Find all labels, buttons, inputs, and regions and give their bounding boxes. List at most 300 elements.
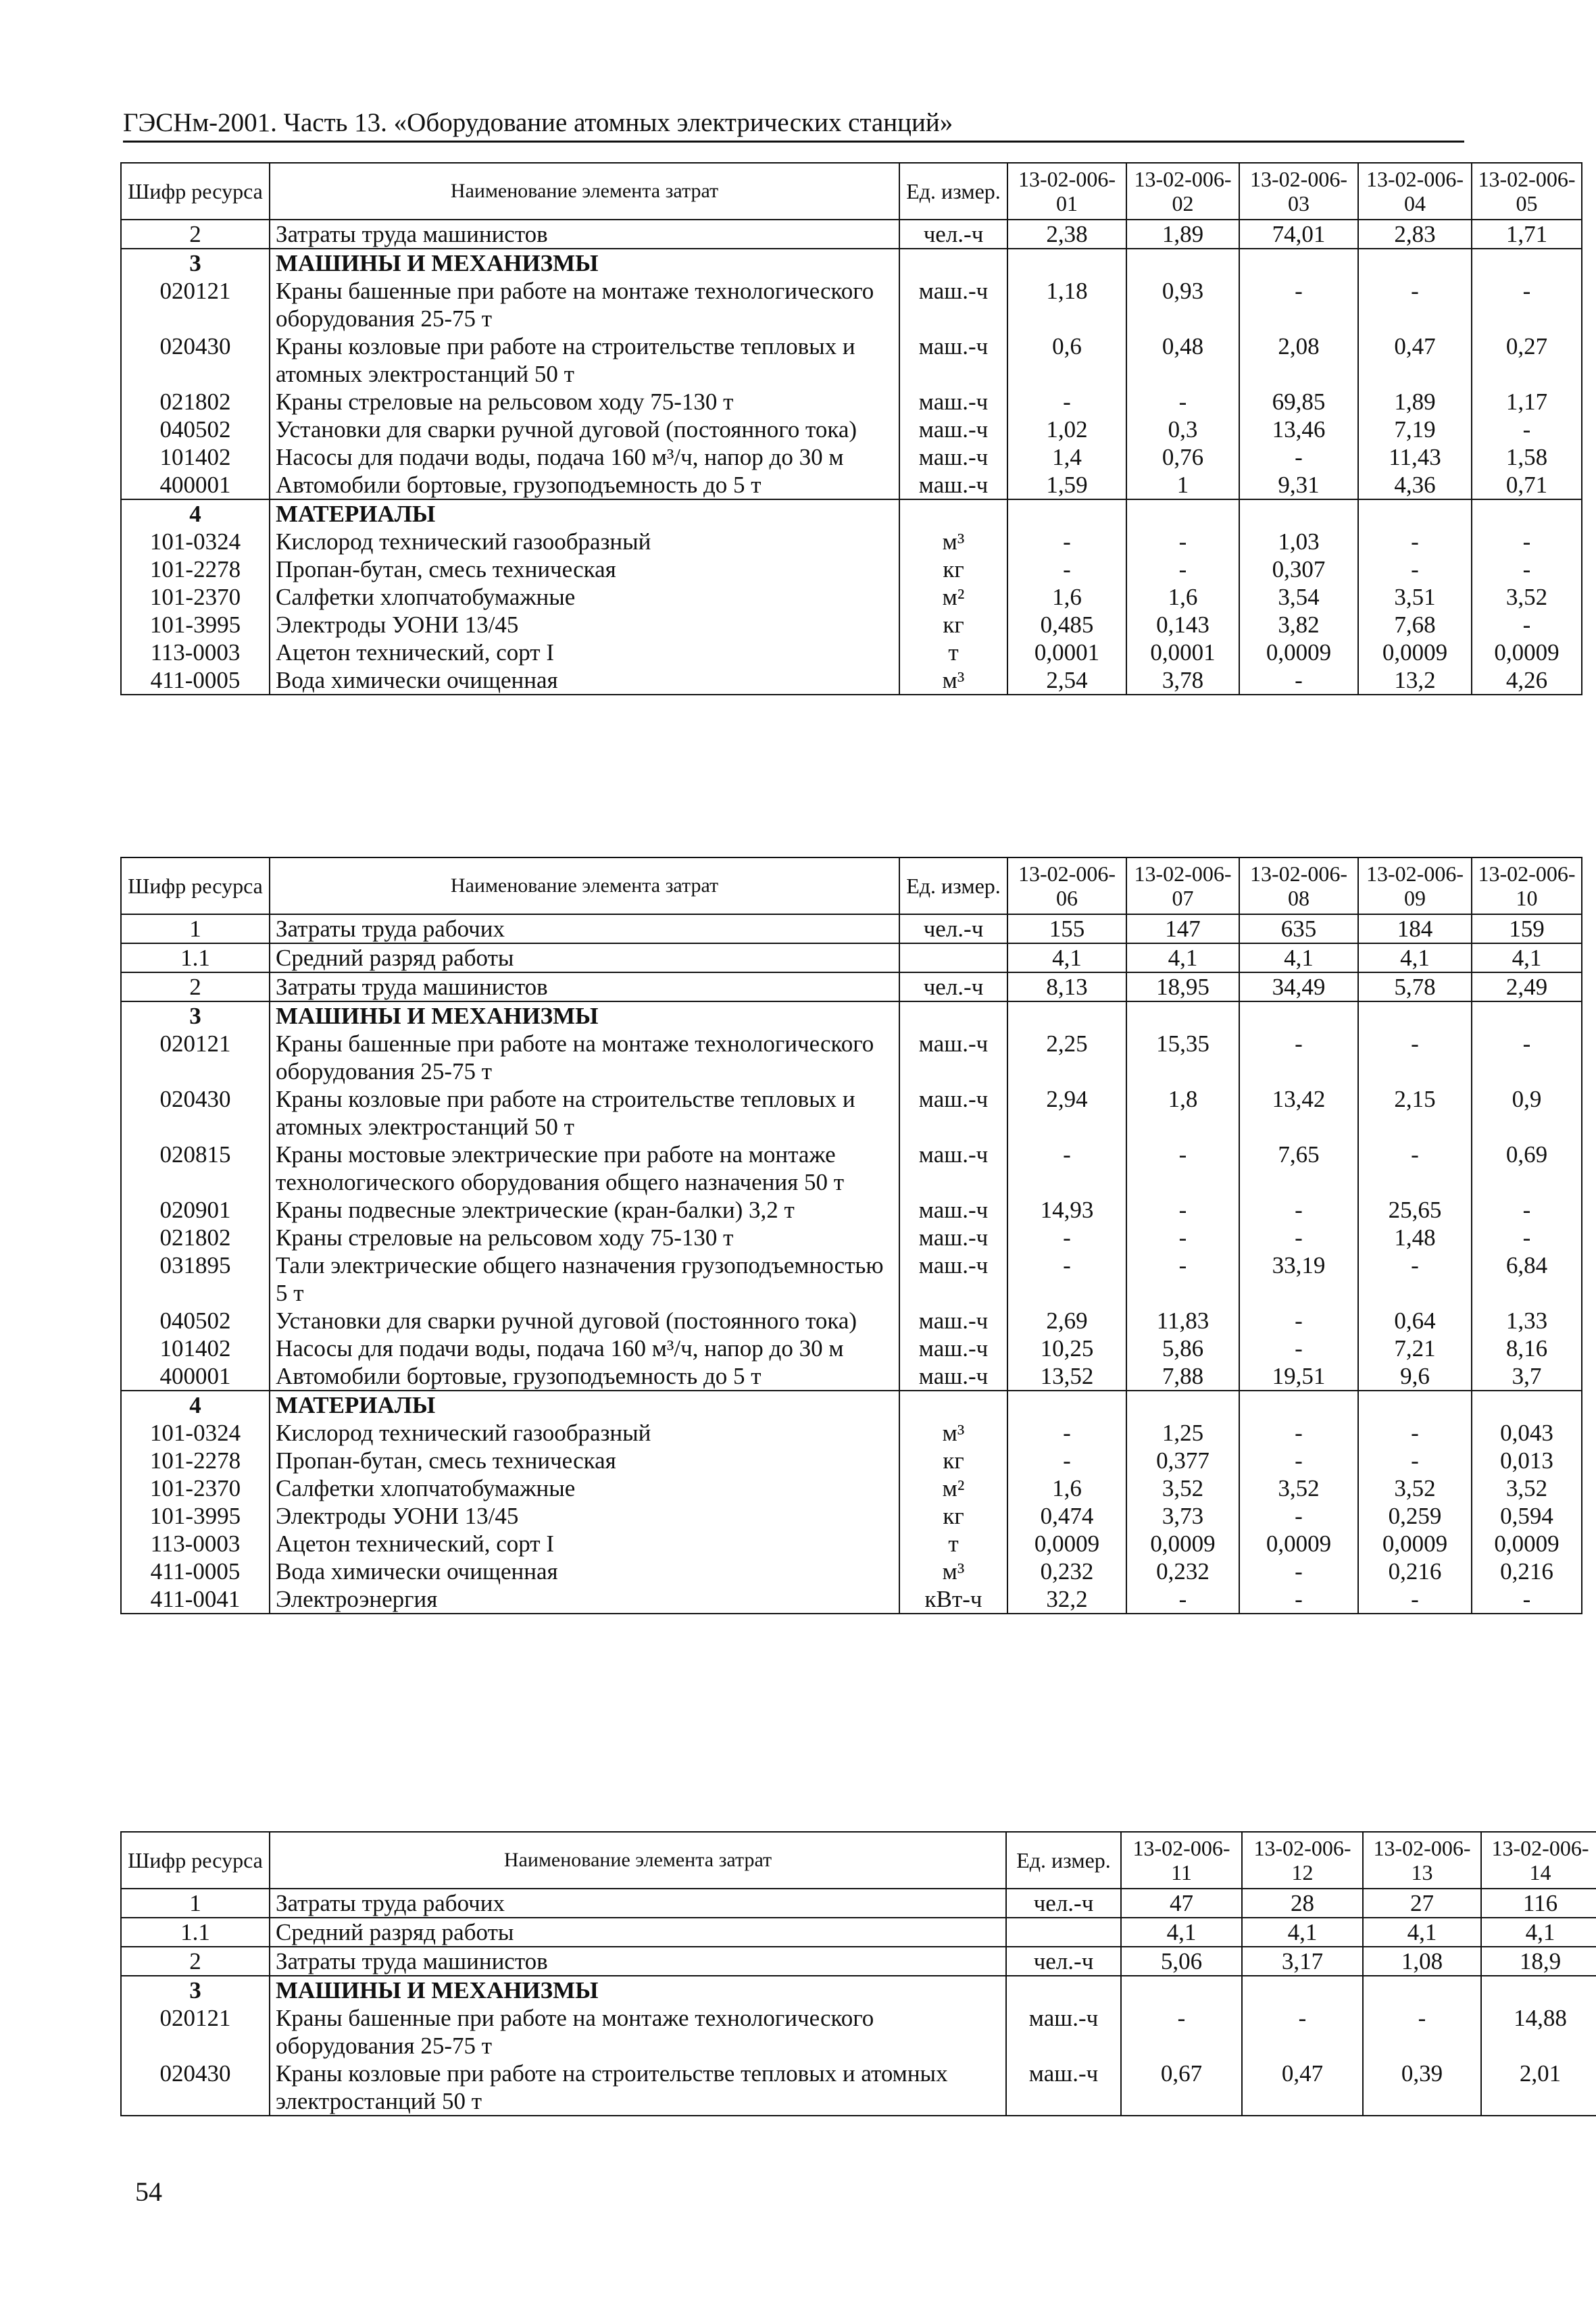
- unit-of-measure: кг: [899, 1447, 1007, 1474]
- norm-value: 74,01: [1239, 220, 1358, 249]
- norm-value: 0,232: [1126, 1558, 1239, 1585]
- header-name: Наименование элемента затрат: [270, 163, 899, 220]
- unit-of-measure: м²: [899, 583, 1007, 611]
- norm-value: 1,33: [1472, 1307, 1582, 1335]
- resource-code: 020121: [121, 1030, 270, 1085]
- norm-value: 0,0009: [1126, 1530, 1239, 1558]
- norm-value: 1,08: [1363, 1947, 1481, 1976]
- section-row: [121, 1976, 1596, 2004]
- norm-value: 0,27: [1472, 332, 1582, 388]
- section-row: [121, 249, 1582, 277]
- norm-value: 0,64: [1358, 1307, 1472, 1335]
- norm-value: 2,54: [1007, 666, 1126, 695]
- table-row: [121, 1558, 1582, 1585]
- cost-element-name: Краны стреловые на рельсовом ходу 75-130 т: [270, 1224, 899, 1251]
- unit-of-measure: маш.-ч: [899, 1030, 1007, 1085]
- unit-of-measure: маш.-ч: [899, 1251, 1007, 1307]
- norm-value: 13,46: [1239, 416, 1358, 443]
- norm-value: -: [1126, 1251, 1239, 1307]
- cost-element-name: Краны козловые при работе на строительстве тепловых и атомных электростанций 50 т: [270, 2060, 1006, 2116]
- unit-of-measure: м³: [899, 666, 1007, 695]
- table-row: [121, 220, 1582, 249]
- header-norm-code: 13-02-006-12: [1242, 1832, 1363, 1889]
- resource-code: 101402: [121, 1335, 270, 1362]
- norm-value: -: [1472, 528, 1582, 555]
- cost-element-name: Затраты труда машинистов: [270, 972, 899, 1001]
- unit-of-measure: чел.-ч: [899, 914, 1007, 943]
- norm-value: 19,51: [1239, 1362, 1358, 1391]
- resource-table-3: [120, 1831, 1596, 2116]
- cost-element-name: Ацетон технический, сорт I: [270, 1530, 899, 1558]
- norm-value: 0,043: [1472, 1419, 1582, 1447]
- norm-value: 3,7: [1472, 1362, 1582, 1391]
- norm-value: 0,69: [1472, 1141, 1582, 1196]
- norm-value: [1126, 1001, 1239, 1030]
- resource-code: 2: [121, 1947, 270, 1976]
- norm-value: 0,143: [1126, 611, 1239, 639]
- norm-value: 7,68: [1358, 611, 1472, 639]
- norm-value: 0,0009: [1358, 1530, 1472, 1558]
- resource-code: 101-0324: [121, 1419, 270, 1447]
- unit-of-measure: чел.-ч: [899, 220, 1007, 249]
- section-row: [121, 1391, 1582, 1419]
- norm-value: 4,1: [1358, 943, 1472, 972]
- norm-value: [1239, 1391, 1358, 1419]
- cost-element-name: Электроды УОНИ 13/45: [270, 1502, 899, 1530]
- cost-element-name: Установки для сварки ручной дуговой (постоянного тока): [270, 416, 899, 443]
- norm-value: 33,19: [1239, 1251, 1358, 1307]
- cost-element-name: МАТЕРИАЛЫ: [270, 1391, 899, 1419]
- norm-value: 3,52: [1126, 1474, 1239, 1502]
- cost-element-name: МАТЕРИАЛЫ: [270, 499, 899, 528]
- norm-value: 0,0009: [1358, 639, 1472, 666]
- norm-value: 0,0009: [1472, 639, 1582, 666]
- header-norm-code: 13-02-006-14: [1481, 1832, 1596, 1889]
- norm-value: 1,89: [1126, 220, 1239, 249]
- norm-value: 3,17: [1242, 1947, 1363, 1976]
- norm-value: 3,52: [1239, 1474, 1358, 1502]
- norm-value: -: [1126, 555, 1239, 583]
- header-norm-code: 13-02-006-09: [1358, 857, 1472, 914]
- resource-table-1: [120, 162, 1582, 695]
- header-norm-code: 13-02-006-03: [1239, 163, 1358, 220]
- norm-value: -: [1126, 1141, 1239, 1196]
- resource-code: 101-0324: [121, 528, 270, 555]
- norm-value: 13,52: [1007, 1362, 1126, 1391]
- norm-value: 0,013: [1472, 1447, 1582, 1474]
- table-header-row: [121, 1832, 1596, 1889]
- unit-of-measure: м²: [899, 1474, 1007, 1502]
- resource-code: 020430: [121, 1085, 270, 1141]
- norm-value: 4,36: [1358, 471, 1472, 499]
- norm-value: -: [1358, 1251, 1472, 1307]
- cost-element-name: Насосы для подачи воды, подача 160 м³/ч, напор до 30 м: [270, 1335, 899, 1362]
- table-row: [121, 1947, 1596, 1976]
- resource-code: 040502: [121, 416, 270, 443]
- norm-value: 4,1: [1239, 943, 1358, 972]
- table-header-row: [121, 163, 1582, 220]
- table-row: [121, 1585, 1582, 1614]
- norm-value: -: [1239, 1419, 1358, 1447]
- cost-element-name: Краны мостовые электрические при работе на монтаже технологического оборудования общего назначения 50 т: [270, 1141, 899, 1196]
- norm-value: 1,6: [1007, 1474, 1126, 1502]
- norm-value: 4,1: [1363, 1918, 1481, 1947]
- table-row: [121, 972, 1582, 1001]
- unit-of-measure: чел.-ч: [1006, 1889, 1121, 1918]
- norm-value: -: [1239, 666, 1358, 695]
- header-name: Наименование элемента затрат: [270, 1832, 1006, 1889]
- norm-value: [1126, 249, 1239, 277]
- norm-value: 155: [1007, 914, 1126, 943]
- norm-value: 0,307: [1239, 555, 1358, 583]
- resource-code: 1: [121, 914, 270, 943]
- norm-value: 2,08: [1239, 332, 1358, 388]
- norm-value: 0,3: [1126, 416, 1239, 443]
- norm-value: 1,18: [1007, 277, 1126, 332]
- cost-element-name: Электроды УОНИ 13/45: [270, 611, 899, 639]
- norm-value: 4,1: [1126, 943, 1239, 972]
- norm-value: -: [1007, 388, 1126, 416]
- table-row: [121, 1335, 1582, 1362]
- resource-table-2: [120, 857, 1582, 1614]
- norm-value: -: [1472, 1196, 1582, 1224]
- norm-value: 7,21: [1358, 1335, 1472, 1362]
- norm-value: [1007, 249, 1126, 277]
- cost-element-name: Автомобили бортовые, грузоподъемность до 5 т: [270, 1362, 899, 1391]
- unit-of-measure: т: [899, 639, 1007, 666]
- resource-code: 101-3995: [121, 1502, 270, 1530]
- cost-element-name: МАШИНЫ И МЕХАНИЗМЫ: [270, 1976, 1006, 2004]
- norm-value: 3,78: [1126, 666, 1239, 695]
- norm-value: -: [1358, 1419, 1472, 1447]
- table-row: [121, 2060, 1596, 2116]
- norm-value: 0,0009: [1472, 1530, 1582, 1558]
- unit-of-measure: маш.-ч: [899, 1335, 1007, 1362]
- resource-code: 020121: [121, 2004, 270, 2060]
- unit-of-measure: кг: [899, 611, 1007, 639]
- table-row: [121, 1362, 1582, 1391]
- resource-code: 4: [121, 1391, 270, 1419]
- cost-element-name: Краны подвесные электрические (кран-балки) 3,2 т: [270, 1196, 899, 1224]
- unit-of-measure: маш.-ч: [899, 332, 1007, 388]
- norm-value: 1,48: [1358, 1224, 1472, 1251]
- norm-value: 159: [1472, 914, 1582, 943]
- resource-code: 031895: [121, 1251, 270, 1307]
- norm-value: -: [1472, 416, 1582, 443]
- norm-value: 3,52: [1358, 1474, 1472, 1502]
- norm-value: -: [1239, 1558, 1358, 1585]
- norm-value: 7,19: [1358, 416, 1472, 443]
- norm-value: -: [1126, 1224, 1239, 1251]
- norm-value: [1472, 249, 1582, 277]
- norm-value: 69,85: [1239, 388, 1358, 416]
- unit-of-measure: [899, 499, 1007, 528]
- norm-value: 0,67: [1121, 2060, 1242, 2116]
- page-number: 54: [135, 2176, 162, 2207]
- table-row: [121, 639, 1582, 666]
- resource-code: 3: [121, 249, 270, 277]
- table-row: [121, 611, 1582, 639]
- unit-of-measure: [899, 943, 1007, 972]
- norm-value: 147: [1126, 914, 1239, 943]
- unit-of-measure: маш.-ч: [899, 471, 1007, 499]
- resource-code: 2: [121, 220, 270, 249]
- header-norm-code: 13-02-006-06: [1007, 857, 1126, 914]
- norm-value: 2,94: [1007, 1085, 1126, 1141]
- norm-value: 11,83: [1126, 1307, 1239, 1335]
- norm-value: 3,52: [1472, 1474, 1582, 1502]
- norm-value: 0,76: [1126, 443, 1239, 471]
- norm-value: [1126, 1391, 1239, 1419]
- norm-value: 32,2: [1007, 1585, 1126, 1614]
- table-row: [121, 528, 1582, 555]
- unit-of-measure: маш.-ч: [899, 1085, 1007, 1141]
- norm-value: 47: [1121, 1889, 1242, 1918]
- norm-value: 1: [1126, 471, 1239, 499]
- norm-value: -: [1242, 2004, 1363, 2060]
- norm-value: 1,4: [1007, 443, 1126, 471]
- norm-value: -: [1472, 1585, 1582, 1614]
- cost-element-name: Средний разряд работы: [270, 943, 899, 972]
- cost-element-name: Вода химически очищенная: [270, 666, 899, 695]
- norm-value: [1121, 1976, 1242, 2004]
- table-row: [121, 914, 1582, 943]
- norm-value: 0,594: [1472, 1502, 1582, 1530]
- norm-value: 635: [1239, 914, 1358, 943]
- norm-value: [1472, 1001, 1582, 1030]
- norm-value: -: [1007, 1447, 1126, 1474]
- norm-value: -: [1007, 1251, 1126, 1307]
- table-row: [121, 1224, 1582, 1251]
- cost-element-name: Салфетки хлопчатобумажные: [270, 1474, 899, 1502]
- norm-value: [1472, 499, 1582, 528]
- norm-value: -: [1239, 1447, 1358, 1474]
- norm-value: [1358, 1391, 1472, 1419]
- table-header-row: [121, 857, 1582, 914]
- norm-value: 0,48: [1126, 332, 1239, 388]
- norm-value: [1007, 499, 1126, 528]
- table-row: [121, 583, 1582, 611]
- norm-value: 0,93: [1126, 277, 1239, 332]
- resource-code: 1: [121, 1889, 270, 1918]
- table-row: [121, 1447, 1582, 1474]
- unit-of-measure: маш.-ч: [899, 1196, 1007, 1224]
- table-row: [121, 1251, 1582, 1307]
- norm-value: 28: [1242, 1889, 1363, 1918]
- norm-value: -: [1239, 1030, 1358, 1085]
- norm-value: 0,474: [1007, 1502, 1126, 1530]
- unit-of-measure: маш.-ч: [899, 277, 1007, 332]
- unit-of-measure: кг: [899, 1502, 1007, 1530]
- norm-value: 5,06: [1121, 1947, 1242, 1976]
- table-row: [121, 555, 1582, 583]
- resource-code: 020430: [121, 332, 270, 388]
- norm-value: [1358, 249, 1472, 277]
- unit-of-measure: маш.-ч: [899, 1307, 1007, 1335]
- norm-value: -: [1007, 1141, 1126, 1196]
- norm-value: -: [1121, 2004, 1242, 2060]
- norm-value: 7,65: [1239, 1141, 1358, 1196]
- norm-value: -: [1239, 1196, 1358, 1224]
- resource-code: 3: [121, 1976, 270, 2004]
- norm-value: 116: [1481, 1889, 1596, 1918]
- resource-code: 2: [121, 972, 270, 1001]
- section-row: [121, 1001, 1582, 1030]
- table-row: [121, 1141, 1582, 1196]
- norm-value: -: [1007, 555, 1126, 583]
- norm-value: -: [1239, 1502, 1358, 1530]
- norm-value: [1472, 1391, 1582, 1419]
- norm-value: -: [1363, 2004, 1481, 2060]
- cost-element-name: Электроэнергия: [270, 1585, 899, 1614]
- table-row: [121, 1474, 1582, 1502]
- norm-value: 7,88: [1126, 1362, 1239, 1391]
- unit-of-measure: маш.-ч: [899, 388, 1007, 416]
- norm-value: 14,93: [1007, 1196, 1126, 1224]
- header-norm-code: 13-02-006-01: [1007, 163, 1126, 220]
- norm-value: 2,15: [1358, 1085, 1472, 1141]
- unit-of-measure: т: [899, 1530, 1007, 1558]
- resource-code: 101-2278: [121, 555, 270, 583]
- cost-element-name: Краны башенные при работе на монтаже технологического оборудования 25-75 т: [270, 277, 899, 332]
- norm-value: -: [1358, 555, 1472, 583]
- norm-value: 9,6: [1358, 1362, 1472, 1391]
- cost-element-name: Краны козловые при работе на строительстве тепловых и атомных электростанций 50 т: [270, 332, 899, 388]
- cost-element-name: Пропан-бутан, смесь техническая: [270, 555, 899, 583]
- norm-value: 4,1: [1007, 943, 1126, 972]
- norm-value: 0,485: [1007, 611, 1126, 639]
- norm-value: -: [1472, 1224, 1582, 1251]
- norm-value: [1239, 249, 1358, 277]
- table-row: [121, 1030, 1582, 1085]
- cost-element-name: Вода химически очищенная: [270, 1558, 899, 1585]
- norm-value: 13,42: [1239, 1085, 1358, 1141]
- resource-code: 021802: [121, 1224, 270, 1251]
- header-name: Наименование элемента затрат: [270, 857, 899, 914]
- table-row: [121, 2004, 1596, 2060]
- norm-value: 18,95: [1126, 972, 1239, 1001]
- table-row: [121, 1307, 1582, 1335]
- norm-value: -: [1239, 1224, 1358, 1251]
- norm-value: -: [1358, 1447, 1472, 1474]
- cost-element-name: Насосы для подачи воды, подача 160 м³/ч, напор до 30 м: [270, 443, 899, 471]
- resource-code: 020121: [121, 277, 270, 332]
- norm-value: -: [1007, 1419, 1126, 1447]
- resource-code: 101-3995: [121, 611, 270, 639]
- norm-value: [1007, 1001, 1126, 1030]
- norm-value: 184: [1358, 914, 1472, 943]
- resource-code: 3: [121, 1001, 270, 1030]
- header-code: Шифр ресурса: [121, 857, 270, 914]
- cost-element-name: Салфетки хлопчатобумажные: [270, 583, 899, 611]
- table-row: [121, 1889, 1596, 1918]
- table-row: [121, 388, 1582, 416]
- cost-element-name: Тали электрические общего назначения грузоподъемностью 5 т: [270, 1251, 899, 1307]
- norm-value: 3,82: [1239, 611, 1358, 639]
- cost-element-name: Автомобили бортовые, грузоподъемность до 5 т: [270, 471, 899, 499]
- norm-value: -: [1239, 1335, 1358, 1362]
- norm-value: 0,216: [1472, 1558, 1582, 1585]
- norm-value: 11,43: [1358, 443, 1472, 471]
- norm-value: 1,59: [1007, 471, 1126, 499]
- norm-value: 2,38: [1007, 220, 1126, 249]
- norm-value: 1,8: [1126, 1085, 1239, 1141]
- resource-code: 400001: [121, 471, 270, 499]
- header-norm-code: 13-02-006-08: [1239, 857, 1358, 914]
- unit-of-measure: маш.-ч: [899, 1362, 1007, 1391]
- norm-value: 0,9: [1472, 1085, 1582, 1141]
- resource-code: 411-0041: [121, 1585, 270, 1614]
- norm-value: -: [1358, 1585, 1472, 1614]
- unit-of-measure: кВт-ч: [899, 1585, 1007, 1614]
- header-unit: Ед. измер.: [899, 857, 1007, 914]
- unit-of-measure: чел.-ч: [1006, 1947, 1121, 1976]
- norm-value: 0,0009: [1007, 1530, 1126, 1558]
- norm-value: [1007, 1391, 1126, 1419]
- cost-element-name: Краны стреловые на рельсовом ходу 75-130 т: [270, 388, 899, 416]
- norm-value: 0,0001: [1007, 639, 1126, 666]
- norm-value: 27: [1363, 1889, 1481, 1918]
- norm-value: 0,47: [1242, 2060, 1363, 2116]
- norm-value: 4,1: [1481, 1918, 1596, 1947]
- table-row: [121, 1085, 1582, 1141]
- norm-value: -: [1126, 528, 1239, 555]
- norm-value: [1358, 1001, 1472, 1030]
- table-row: [121, 277, 1582, 332]
- cost-element-name: Краны козловые при работе на строительстве тепловых и атомных электростанций 50 т: [270, 1085, 899, 1141]
- unit-of-measure: маш.-ч: [1006, 2060, 1121, 2116]
- norm-value: -: [1239, 443, 1358, 471]
- norm-value: 2,01: [1481, 2060, 1596, 2116]
- norm-value: 0,47: [1358, 332, 1472, 388]
- cost-element-name: Затраты труда рабочих: [270, 914, 899, 943]
- resource-code: 1.1: [121, 943, 270, 972]
- header-norm-code: 13-02-006-04: [1358, 163, 1472, 220]
- header-norm-code: 13-02-006-11: [1121, 1832, 1242, 1889]
- norm-value: [1242, 1976, 1363, 2004]
- cost-element-name: Средний разряд работы: [270, 1918, 1006, 1947]
- norm-value: -: [1472, 611, 1582, 639]
- norm-value: 4,1: [1242, 1918, 1363, 1947]
- resource-code: 400001: [121, 1362, 270, 1391]
- resource-code: 1.1: [121, 1918, 270, 1947]
- norm-value: 0,0001: [1126, 639, 1239, 666]
- norm-value: 3,51: [1358, 583, 1472, 611]
- table-row: [121, 666, 1582, 695]
- norm-value: [1239, 1001, 1358, 1030]
- norm-value: [1358, 499, 1472, 528]
- norm-value: 0,377: [1126, 1447, 1239, 1474]
- norm-value: -: [1126, 1585, 1239, 1614]
- unit-of-measure: [1006, 1918, 1121, 1947]
- cost-element-name: Затраты труда машинистов: [270, 1947, 1006, 1976]
- norm-value: 1,6: [1126, 583, 1239, 611]
- resource-code: 040502: [121, 1307, 270, 1335]
- norm-value: 4,1: [1472, 943, 1582, 972]
- table-row: [121, 1918, 1596, 1947]
- norm-value: -: [1239, 277, 1358, 332]
- unit-of-measure: м³: [899, 1558, 1007, 1585]
- norm-value: 0,216: [1358, 1558, 1472, 1585]
- norm-value: 25,65: [1358, 1196, 1472, 1224]
- norm-value: 6,84: [1472, 1251, 1582, 1307]
- norm-value: 2,25: [1007, 1030, 1126, 1085]
- unit-of-measure: маш.-ч: [899, 1224, 1007, 1251]
- norm-value: [1239, 499, 1358, 528]
- resource-code: 4: [121, 499, 270, 528]
- norm-value: -: [1126, 388, 1239, 416]
- norm-value: 0,71: [1472, 471, 1582, 499]
